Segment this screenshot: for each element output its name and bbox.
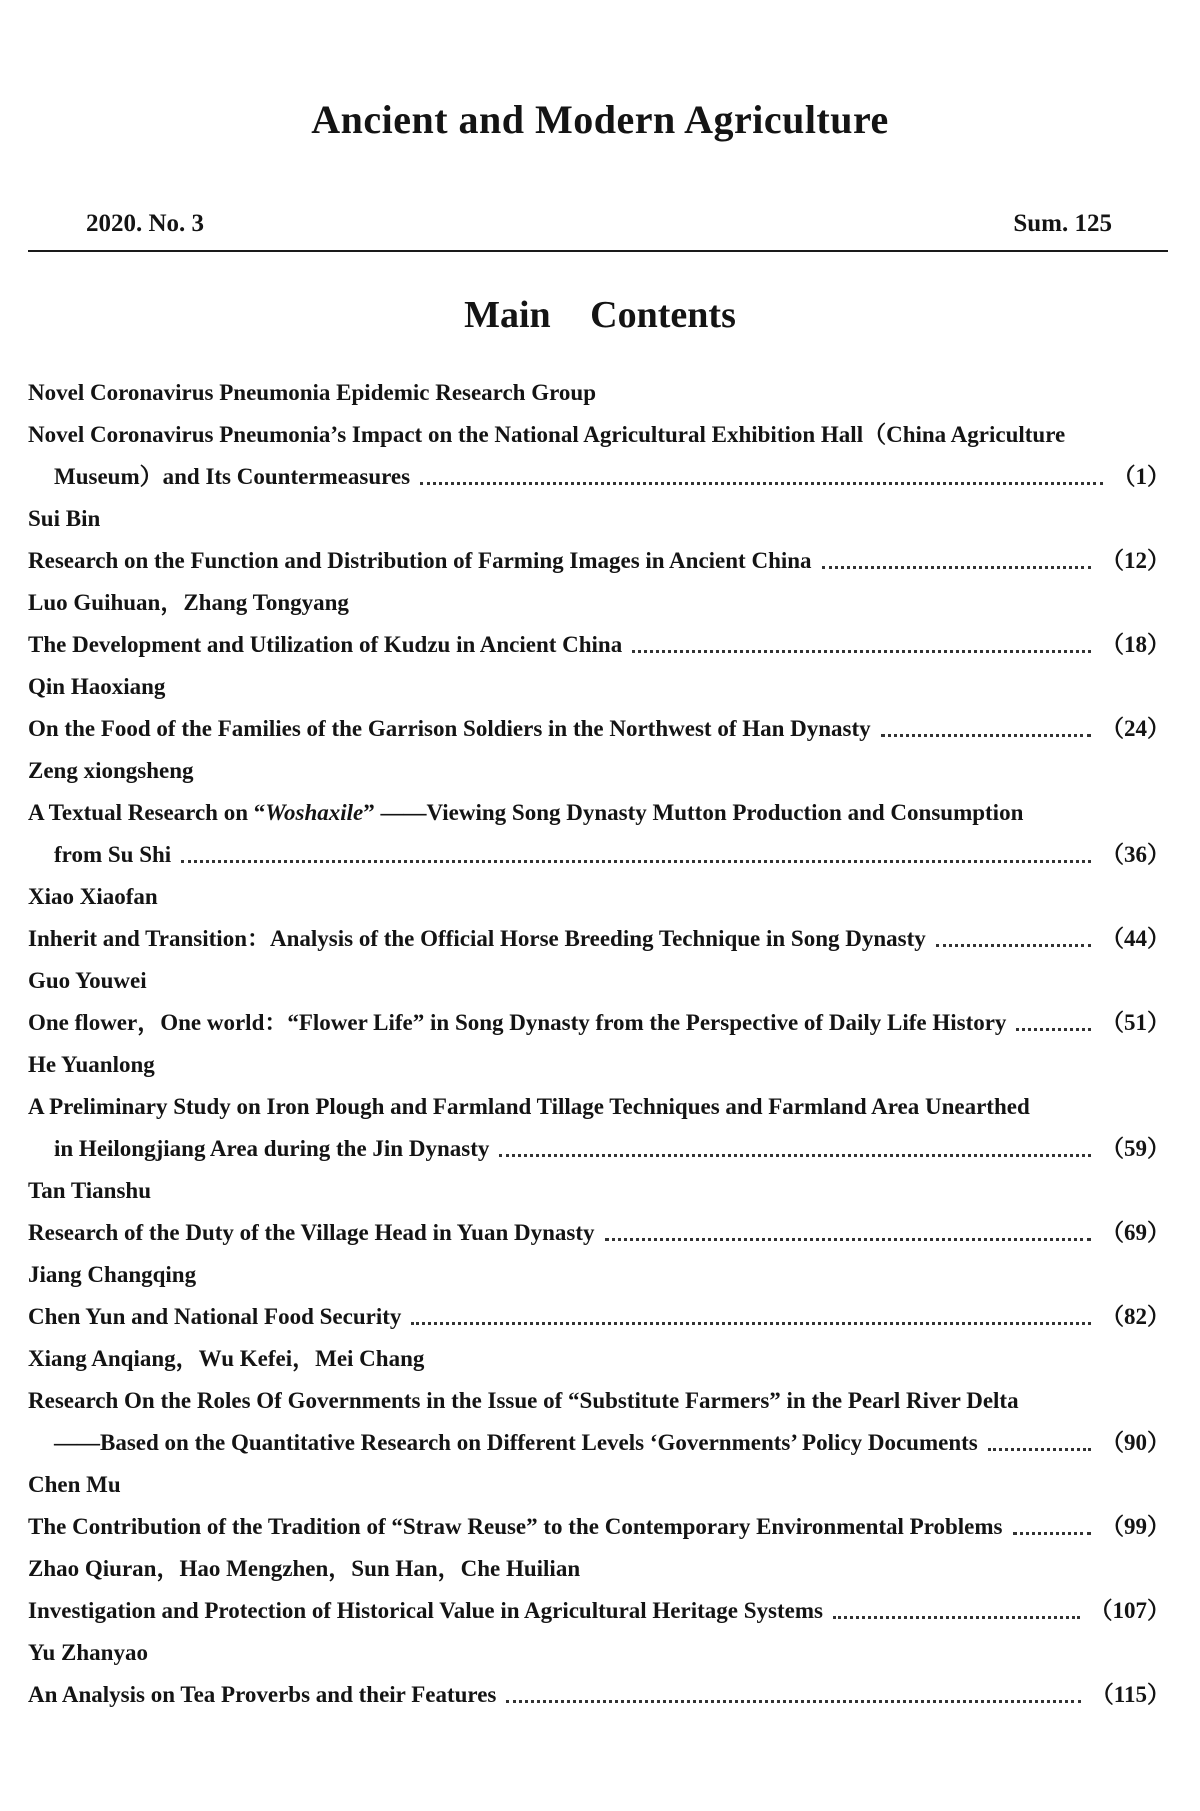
dot-leader xyxy=(936,944,1091,947)
article-author: Yu Zhanyao xyxy=(28,1640,148,1665)
article-title-line xyxy=(28,540,1170,582)
dot-leader xyxy=(605,1238,1092,1241)
article-title-line xyxy=(28,1380,1170,1422)
article-title-italic: Woshaxile xyxy=(265,800,364,825)
article-author: Qin Haoxiang xyxy=(28,674,166,699)
article-title-line xyxy=(28,1086,1170,1128)
dot-leader xyxy=(499,1154,1091,1157)
journal-title: Ancient and Modern Agriculture xyxy=(311,97,889,142)
article-title-line xyxy=(28,1212,1170,1254)
page-number: （59） xyxy=(1101,1136,1170,1161)
page-number: （18） xyxy=(1101,632,1170,657)
article-author: Xiang Anqiang，Wu Kefei，Mei Chang xyxy=(28,1346,425,1371)
page-number: （107） xyxy=(1089,1598,1170,1623)
page-number: （82） xyxy=(1101,1304,1170,1329)
page-number: （90） xyxy=(1101,1430,1170,1455)
dot-leader xyxy=(1016,1028,1091,1031)
article-title xyxy=(28,792,1023,834)
dot-leader xyxy=(833,1616,1080,1619)
article-title: Research of the Duty of the Village Head in Yuan Dynasty xyxy=(28,1220,595,1245)
article-title-line xyxy=(28,708,1170,750)
article-title: An Analysis on Tea Proverbs and their Features xyxy=(28,1682,497,1707)
article-author: Chen Mu xyxy=(28,1472,121,1497)
article-title-line xyxy=(28,1422,1170,1464)
page-number: （36） xyxy=(1101,842,1170,867)
article-title-line xyxy=(28,1128,1170,1170)
page-number: （24） xyxy=(1101,716,1170,741)
article-title: A Preliminary Study on Iron Plough and Farmland Tillage Techniques and Farmland Area Unearthed xyxy=(28,1094,1030,1119)
article-author: Zeng xiongsheng xyxy=(28,758,194,783)
article-author: Sui Bin xyxy=(28,506,101,531)
dot-leader xyxy=(420,482,1102,485)
header-rule xyxy=(28,250,1168,252)
article-author: Novel Coronavirus Pneumonia Epidemic Research Group xyxy=(28,380,596,405)
page-number: （99） xyxy=(1101,1514,1170,1539)
article-title: Chen Yun and National Food Security xyxy=(28,1304,402,1329)
dot-leader xyxy=(988,1448,1091,1451)
article-title-line xyxy=(28,1590,1170,1632)
article-title: Research On the Roles Of Governments in the Issue of “Substitute Farmers” in the Pearl River Delta xyxy=(28,1388,1019,1413)
article-title-line xyxy=(28,918,1170,960)
article-title-line xyxy=(28,1674,1170,1716)
dot-leader xyxy=(632,650,1091,653)
article-author: Xiao Xiaofan xyxy=(28,884,158,909)
article-title-part: A Textual Research on “ xyxy=(28,800,266,825)
page-number: （115） xyxy=(1090,1682,1170,1707)
article-title: Inherit and Transition：Analysis of the Official Horse Breeding Technique in Song Dynasty xyxy=(28,926,926,951)
article-title: from Su Shi xyxy=(54,842,172,867)
article-author: Guo Youwei xyxy=(28,968,147,993)
article-title: The Development and Utilization of Kudzu in Ancient China xyxy=(28,632,623,657)
article-title-line xyxy=(28,1002,1170,1044)
dot-leader xyxy=(411,1322,1091,1325)
dot-leader xyxy=(822,566,1091,569)
article-title-line xyxy=(28,1296,1170,1338)
article-title: The Contribution of the Tradition of “Straw Reuse” to the Contemporary Environmental Problems xyxy=(28,1514,1003,1539)
article-title: One flower，One world：“Flower Life” in Song Dynasty from the Perspective of Daily Life History xyxy=(28,1010,1007,1035)
dot-leader xyxy=(506,1700,1080,1703)
article-title: Investigation and Protection of Historical Value in Agricultural Heritage Systems xyxy=(28,1598,823,1623)
article-author: Zhao Qiuran，Hao Mengzhen，Sun Han，Che Huilian xyxy=(28,1556,581,1581)
article-title-line xyxy=(28,414,1170,456)
article-title: Research on the Function and Distribution of Farming Images in Ancient China xyxy=(28,548,812,573)
page-number: （44） xyxy=(1101,926,1170,951)
page-number: （12） xyxy=(1101,548,1170,573)
article-title-line xyxy=(28,624,1170,666)
contents-heading: Main Contents xyxy=(464,294,736,336)
dot-leader xyxy=(881,734,1091,737)
article-title: On the Food of the Families of the Garrison Soldiers in the Northwest of Han Dynasty xyxy=(28,716,871,741)
article-author: Luo Guihuan，Zhang Tongyang xyxy=(28,590,349,615)
page-number: （1） xyxy=(1112,464,1170,489)
table-of-contents xyxy=(28,372,1170,1716)
article-title: Museum）and Its Countermeasures xyxy=(54,464,411,489)
article-title-line xyxy=(28,792,1170,834)
dot-leader xyxy=(1013,1532,1091,1535)
page-number: （69） xyxy=(1101,1220,1170,1245)
page-number: （51） xyxy=(1101,1010,1170,1035)
article-title-line xyxy=(28,456,1170,498)
article-title: Novel Coronavirus Pneumonia’s Impact on the National Agricultural Exhibition Hall（China Agriculture xyxy=(28,422,1066,447)
article-author: Jiang Changqing xyxy=(28,1262,197,1287)
article-title: in Heilongjiang Area during the Jin Dynasty xyxy=(54,1136,490,1161)
article-title-part: ” ——Viewing Song Dynasty Mutton Production and Consumption xyxy=(363,800,1024,825)
dot-leader xyxy=(181,860,1091,863)
issue-number: 2020. No. 3 xyxy=(86,210,205,237)
sum-number: Sum. 125 xyxy=(1013,210,1112,237)
article-title-line xyxy=(28,834,1170,876)
article-author: Tan Tianshu xyxy=(28,1178,151,1203)
article-author: He Yuanlong xyxy=(28,1052,155,1077)
article-title: ——Based on the Quantitative Research on Different Levels ‘Governments’ Policy Documents xyxy=(54,1430,978,1455)
article-title-line xyxy=(28,1506,1170,1548)
